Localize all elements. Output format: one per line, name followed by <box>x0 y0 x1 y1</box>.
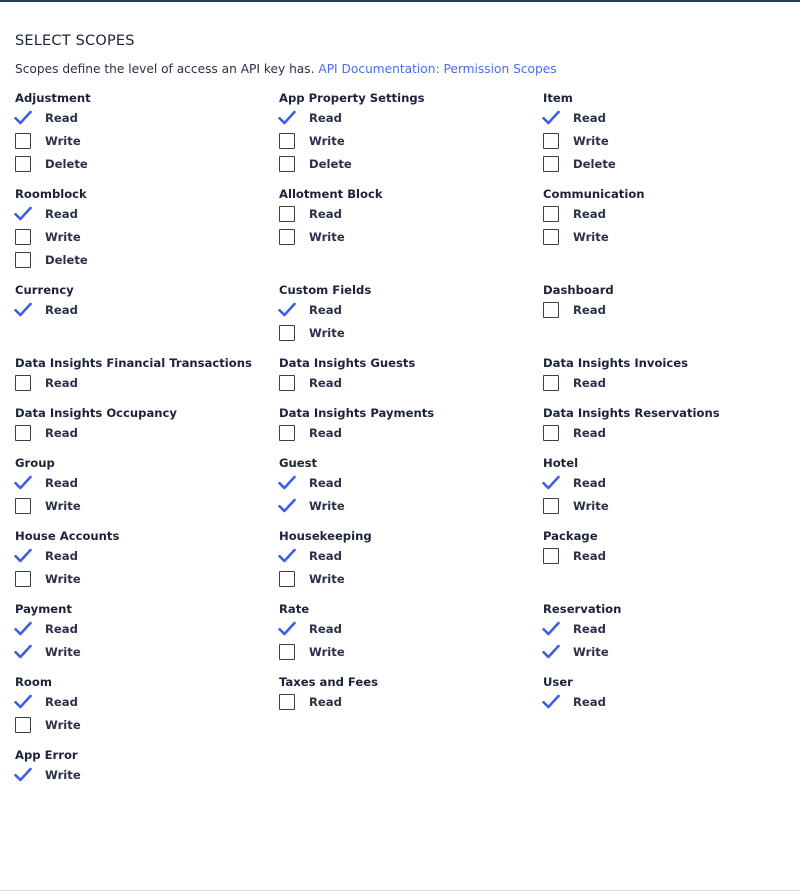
scope-option-label: Read <box>309 110 342 125</box>
empty-checkbox[interactable] <box>279 425 295 441</box>
empty-checkbox[interactable] <box>543 302 559 318</box>
scope-option-label: Read <box>573 475 606 490</box>
scope-option-roomblock-read[interactable] <box>15 202 279 225</box>
scope-option-data-insights-guests-read[interactable] <box>279 371 543 394</box>
scope-group-title: Custom Fields <box>279 283 372 297</box>
scope-option-label: Write <box>45 571 81 586</box>
scope-option-label: Read <box>309 375 342 390</box>
scope-group-title: App Property Settings <box>279 91 425 105</box>
scope-option-dashboard-read[interactable] <box>543 298 800 321</box>
scope-option-label: Delete <box>45 252 88 267</box>
scope-option-app-error-write[interactable] <box>15 763 279 786</box>
scope-option-data-insights-payments-read[interactable] <box>279 421 543 444</box>
empty-checkbox[interactable] <box>543 229 559 245</box>
scope-option-guest-write[interactable] <box>279 494 543 517</box>
scope-group-reservation <box>543 601 800 663</box>
scope-group-title: User <box>543 675 573 689</box>
scope-option-label: Write <box>45 767 81 782</box>
scope-group-custom-fields <box>279 282 543 344</box>
scope-option-data-insights-invoices-read[interactable] <box>543 371 800 394</box>
scope-group-data-insights-occupancy <box>15 405 279 444</box>
scope-group-title: Dashboard <box>543 283 614 297</box>
scope-option-house-accounts-write[interactable] <box>15 567 279 590</box>
description-text: Scopes define the level of access an API key has. <box>15 62 315 76</box>
scope-group-title: Reservation <box>543 602 622 616</box>
scope-option-label: Read <box>573 425 606 440</box>
scope-option-rate-read[interactable] <box>279 617 543 640</box>
scope-option-hotel-read[interactable] <box>543 471 800 494</box>
scope-group-title: Group <box>15 456 55 470</box>
scopes-description <box>15 62 557 76</box>
scope-option-label: Write <box>309 571 345 586</box>
scope-group-hotel <box>543 455 800 517</box>
scope-option-label: Read <box>309 206 342 221</box>
checkmark-icon[interactable] <box>279 548 295 564</box>
scope-group-payment <box>15 601 279 663</box>
scope-option-currency-read[interactable] <box>15 298 279 321</box>
checkmark-icon[interactable] <box>15 767 31 783</box>
checkmark-icon[interactable] <box>279 621 295 637</box>
scope-option-label: Read <box>573 110 606 125</box>
scope-option-data-insights-financial-transactions-read[interactable] <box>15 371 279 394</box>
top-accent-bar <box>0 0 800 2</box>
scope-option-app-property-settings-read[interactable] <box>279 106 543 129</box>
scope-option-label: Read <box>45 621 78 636</box>
empty-checkbox[interactable] <box>543 156 559 172</box>
checkmark-icon[interactable] <box>15 644 31 660</box>
scope-option-adjustment-read[interactable] <box>15 106 279 129</box>
scope-group-communication <box>543 186 800 271</box>
scope-option-label: Read <box>309 302 342 317</box>
scope-group-title: Payment <box>15 602 72 616</box>
scope-option-label: Read <box>45 694 78 709</box>
empty-checkbox[interactable] <box>15 571 31 587</box>
scope-group-dashboard <box>543 282 800 344</box>
scope-group-room <box>15 674 279 736</box>
empty-checkbox[interactable] <box>279 325 295 341</box>
checkmark-icon[interactable] <box>15 621 31 637</box>
scope-option-reservation-read[interactable] <box>543 617 800 640</box>
scope-option-item-read[interactable] <box>543 106 800 129</box>
scope-option-app-property-settings-write[interactable] <box>279 129 543 152</box>
scope-option-label: Write <box>45 498 81 513</box>
scope-option-adjustment-write[interactable] <box>15 129 279 152</box>
page-title: SELECT SCOPES <box>15 33 135 49</box>
scope-group-title: Data Insights Occupancy <box>15 406 177 420</box>
scope-option-allotment-block-read[interactable] <box>279 202 543 225</box>
checkmark-icon[interactable] <box>543 644 559 660</box>
scope-option-payment-write[interactable] <box>15 640 279 663</box>
scope-group-app-error <box>15 747 279 786</box>
scope-group-data-insights-invoices <box>543 355 800 394</box>
scope-group-currency <box>15 282 279 344</box>
scope-group-house-accounts <box>15 528 279 590</box>
checkmark-icon[interactable] <box>543 110 559 126</box>
empty-checkbox[interactable] <box>15 252 31 268</box>
scope-option-guest-read[interactable] <box>279 471 543 494</box>
scope-group-title: Housekeeping <box>279 529 372 543</box>
checkmark-icon[interactable] <box>15 548 31 564</box>
scope-option-reservation-write[interactable] <box>543 640 800 663</box>
scope-group-data-insights-reservations <box>543 405 800 444</box>
checkmark-icon[interactable] <box>15 302 31 318</box>
scope-group-housekeeping <box>279 528 543 590</box>
scope-option-allotment-block-write[interactable] <box>279 225 543 248</box>
empty-checkbox[interactable] <box>15 156 31 172</box>
empty-checkbox[interactable] <box>15 717 31 733</box>
scope-option-label: Read <box>573 375 606 390</box>
empty-checkbox[interactable] <box>279 571 295 587</box>
empty-checkbox[interactable] <box>279 644 295 660</box>
scope-option-communication-write[interactable] <box>543 225 800 248</box>
scope-group-title: Roomblock <box>15 187 87 201</box>
scope-group-user <box>543 674 800 736</box>
scope-group-rate <box>279 601 543 663</box>
scope-group-adjustment <box>15 90 279 175</box>
scope-grid <box>15 90 800 797</box>
scope-option-label: Read <box>309 425 342 440</box>
empty-checkbox[interactable] <box>543 206 559 222</box>
scope-option-housekeeping-write[interactable] <box>279 567 543 590</box>
empty-checkbox[interactable] <box>15 425 31 441</box>
scope-group-allotment-block <box>279 186 543 271</box>
scope-option-label: Read <box>45 110 78 125</box>
empty-checkbox[interactable] <box>15 375 31 391</box>
scope-group-title: Taxes and Fees <box>279 675 379 689</box>
scope-option-label: Read <box>45 425 78 440</box>
scope-group-title: Data Insights Payments <box>279 406 435 420</box>
empty-checkbox[interactable] <box>15 133 31 149</box>
scope-option-label: Read <box>573 548 606 563</box>
scope-group-data-insights-guests <box>279 355 543 394</box>
scope-option-label: Delete <box>573 156 616 171</box>
scope-group-title: Room <box>15 675 52 689</box>
scope-group-title: Rate <box>279 602 310 616</box>
scope-group-title: Allotment Block <box>279 187 383 201</box>
scope-option-adjustment-delete[interactable] <box>15 152 279 175</box>
scope-option-label: Read <box>45 302 78 317</box>
empty-checkbox[interactable] <box>279 694 295 710</box>
scope-option-label: Read <box>45 475 78 490</box>
scope-group-title: Item <box>543 91 573 105</box>
scope-group-title: House Accounts <box>15 529 120 543</box>
scope-group-group <box>15 455 279 517</box>
scope-option-custom-fields-write[interactable] <box>279 321 543 344</box>
scope-option-room-write[interactable] <box>15 713 279 736</box>
scope-group-title: Communication <box>543 187 645 201</box>
scope-option-roomblock-write[interactable] <box>15 225 279 248</box>
scope-option-label: Read <box>45 375 78 390</box>
scope-option-rate-write[interactable] <box>279 640 543 663</box>
scope-option-label: Read <box>573 302 606 317</box>
checkmark-icon[interactable] <box>543 694 559 710</box>
scope-group-taxes-and-fees <box>279 674 543 736</box>
scope-option-label: Write <box>573 498 609 513</box>
empty-checkbox[interactable] <box>15 229 31 245</box>
scope-option-communication-read[interactable] <box>543 202 800 225</box>
empty-checkbox[interactable] <box>279 206 295 222</box>
empty-checkbox[interactable] <box>543 498 559 514</box>
scope-group-title: Guest <box>279 456 318 470</box>
scope-option-group-read[interactable] <box>15 471 279 494</box>
scope-option-label: Write <box>309 325 345 340</box>
scope-group-title: Currency <box>15 283 74 297</box>
scope-option-label: Delete <box>309 156 352 171</box>
empty-checkbox[interactable] <box>543 425 559 441</box>
scope-group-title: Package <box>543 529 598 543</box>
scope-option-label: Write <box>573 133 609 148</box>
scope-group-title: App Error <box>15 748 78 762</box>
empty-checkbox[interactable] <box>543 375 559 391</box>
scope-option-label: Write <box>45 717 81 732</box>
scope-group-title: Data Insights Reservations <box>543 406 720 420</box>
scope-option-data-insights-reservations-read[interactable] <box>543 421 800 444</box>
checkmark-icon[interactable] <box>15 110 31 126</box>
checkmark-icon[interactable] <box>279 475 295 491</box>
scope-option-item-delete[interactable] <box>543 152 800 175</box>
scope-option-label: Read <box>45 548 78 563</box>
checkmark-icon[interactable] <box>543 475 559 491</box>
scope-group-app-property-settings <box>279 90 543 175</box>
scope-group-data-insights-payments <box>279 405 543 444</box>
empty-checkbox[interactable] <box>279 229 295 245</box>
scope-group-title: Data Insights Invoices <box>543 356 689 370</box>
scope-option-label: Write <box>309 498 345 513</box>
scope-option-custom-fields-read[interactable] <box>279 298 543 321</box>
scope-option-label: Write <box>573 644 609 659</box>
scope-group-item <box>543 90 800 175</box>
empty-checkbox[interactable] <box>279 375 295 391</box>
scope-option-label: Read <box>309 621 342 636</box>
scope-group-title: Hotel <box>543 456 579 470</box>
scope-option-label: Write <box>45 229 81 244</box>
scope-option-user-read[interactable] <box>543 690 800 713</box>
scope-option-label: Delete <box>45 156 88 171</box>
bottom-divider <box>0 890 800 891</box>
scope-option-label: Write <box>309 133 345 148</box>
checkmark-icon[interactable] <box>279 110 295 126</box>
scope-group-title: Data Insights Guests <box>279 356 416 370</box>
api-documentation-link[interactable]: API Documentation: Permission Scopes <box>318 62 557 76</box>
empty-checkbox[interactable] <box>543 548 559 564</box>
checkmark-icon[interactable] <box>543 621 559 637</box>
scope-group-package <box>543 528 800 590</box>
scope-option-payment-read[interactable] <box>15 617 279 640</box>
scope-group-guest <box>279 455 543 517</box>
checkmark-icon[interactable] <box>279 302 295 318</box>
scope-option-housekeeping-read[interactable] <box>279 544 543 567</box>
scope-option-room-read[interactable] <box>15 690 279 713</box>
scope-option-label: Read <box>573 621 606 636</box>
scope-option-label: Read <box>309 548 342 563</box>
scope-option-label: Read <box>45 206 78 221</box>
scope-option-package-read[interactable] <box>543 544 800 567</box>
scope-option-label: Read <box>309 694 342 709</box>
scope-option-item-write[interactable] <box>543 129 800 152</box>
scope-option-label: Read <box>573 694 606 709</box>
checkmark-icon[interactable] <box>279 498 295 514</box>
empty-checkbox[interactable] <box>15 498 31 514</box>
empty-checkbox[interactable] <box>279 133 295 149</box>
empty-checkbox[interactable] <box>279 156 295 172</box>
scope-option-group-write[interactable] <box>15 494 279 517</box>
scope-option-app-property-settings-delete[interactable] <box>279 152 543 175</box>
checkmark-icon[interactable] <box>15 475 31 491</box>
scope-option-label: Write <box>309 644 345 659</box>
scope-option-label: Write <box>45 644 81 659</box>
scope-option-label: Write <box>45 133 81 148</box>
checkmark-icon[interactable] <box>15 694 31 710</box>
scope-option-label: Read <box>573 206 606 221</box>
scope-option-label: Write <box>309 229 345 244</box>
scope-group-data-insights-financial-transactions <box>15 355 279 394</box>
scope-option-data-insights-occupancy-read[interactable] <box>15 421 279 444</box>
scope-group-title: Adjustment <box>15 91 91 105</box>
scope-option-hotel-write[interactable] <box>543 494 800 517</box>
scope-option-roomblock-delete[interactable] <box>15 248 279 271</box>
checkmark-icon[interactable] <box>15 206 31 222</box>
scope-option-taxes-and-fees-read[interactable] <box>279 690 543 713</box>
scope-option-house-accounts-read[interactable] <box>15 544 279 567</box>
scope-group-title: Data Insights Financial Transactions <box>15 356 252 370</box>
scope-option-label: Write <box>573 229 609 244</box>
scope-option-label: Read <box>309 475 342 490</box>
empty-checkbox[interactable] <box>543 133 559 149</box>
scope-group-roomblock <box>15 186 279 271</box>
